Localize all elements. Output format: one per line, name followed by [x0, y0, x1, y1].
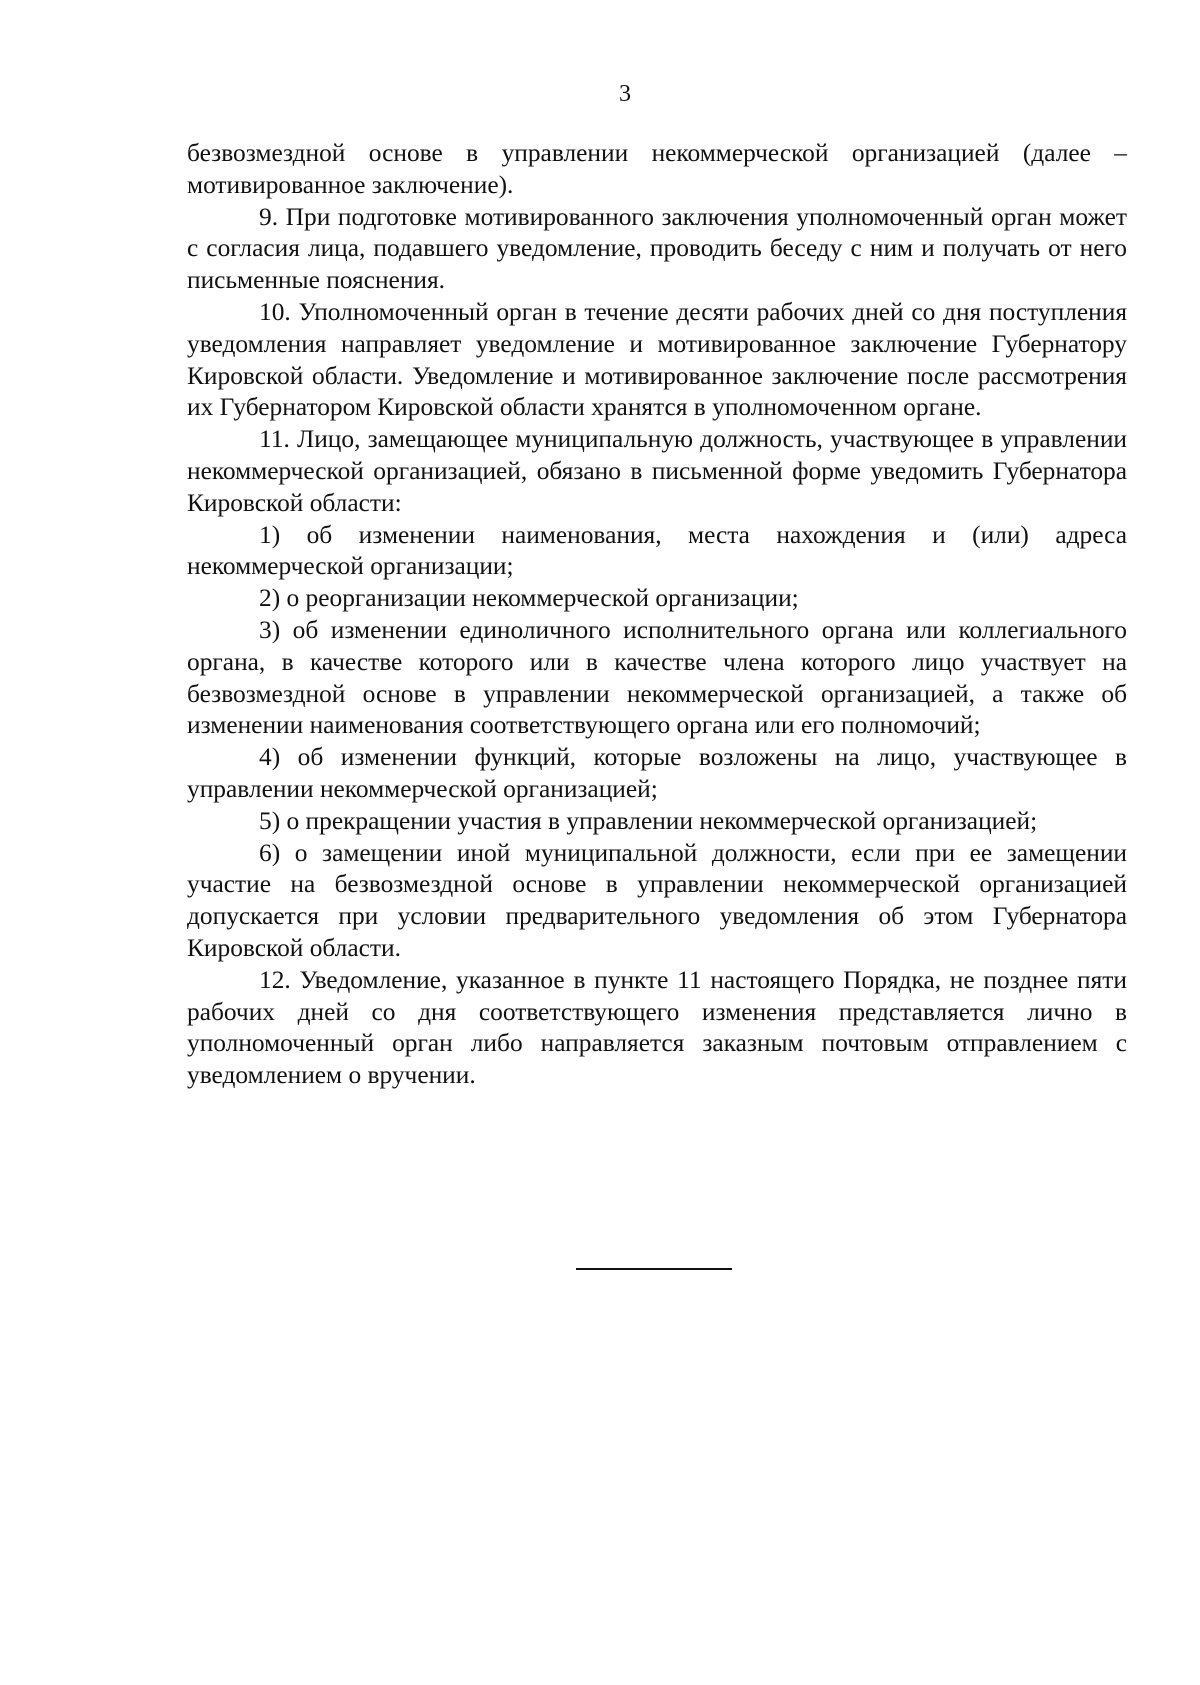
paragraph-item-10: 10. Уполномоченный орган в течение десяти рабочих дней со дня поступления уведомления направляет уведомление и мотивированное заключение Губернатору Кировской области. Уведомление и мотивированное заключение после рассмотрения их Губернатором Кировской области хранятся в уполномоченном органе. [187, 297, 1127, 422]
paragraph-subitem-2: 2) о реорганизации некоммерческой организации; [259, 584, 799, 613]
paragraph-subitem-4: 4) об изменении функций, которые возложены на лицо, участвующее в управлении некоммерческой организацией; [187, 743, 1127, 803]
page-number: 3 [619, 81, 631, 107]
paragraph-item-9: 9. При подготовке мотивированного заключения уполномоченный орган может с согласия лица, подавшего уведомление, проводить беседу с ним и получать от него письменные пояснения. [187, 202, 1127, 295]
end-of-document-rule [576, 1268, 732, 1270]
paragraph-subitem-5: 5) о прекращении участия в управлении некоммерческой организацией; [259, 806, 1038, 835]
paragraph-item-12: 12. Уведомление, указанное в пункте 11 настоящего Порядка, не позднее пяти рабочих дней со дня соответствующего изменения представляется лично в уполномоченный орган либо направляется заказным почтовым отправлением с уведомлением о вручении. [187, 965, 1127, 1090]
paragraph-continuation: безвозмездной основе в управлении некоммерческой организацией (далее – мотивированное заключение). [187, 139, 1127, 199]
paragraph-subitem-1: 1) об изменении наименования, места нахождения и (или) адреса некоммерческой организации; [187, 520, 1127, 581]
paragraph-subitem-3: 3) об изменении единоличного исполнительного органа или коллегиального органа, в качестве которого или в качестве члена которого лицо участвует на безвозмездной основе в управлении некоммерческой организацией, а также об изменении наименования соответствующего органа или его полномочий; [187, 615, 1127, 740]
paragraph-item-11: 11. Лицо, замещающее муниципальную должность, участвующее в управлении некоммерческой организацией, обязано в письменной форме уведомить Губернатора Кировской области: [187, 425, 1127, 517]
document-body [187, 138, 1127, 1092]
paragraph-subitem-6: 6) о замещении иной муниципальной должности, если при ее замещении участие на безвозмездной основе в управлении некоммерческой организацией допускается при условии предварительного уведомления об этом Губернатора Кировской области. [187, 838, 1127, 962]
